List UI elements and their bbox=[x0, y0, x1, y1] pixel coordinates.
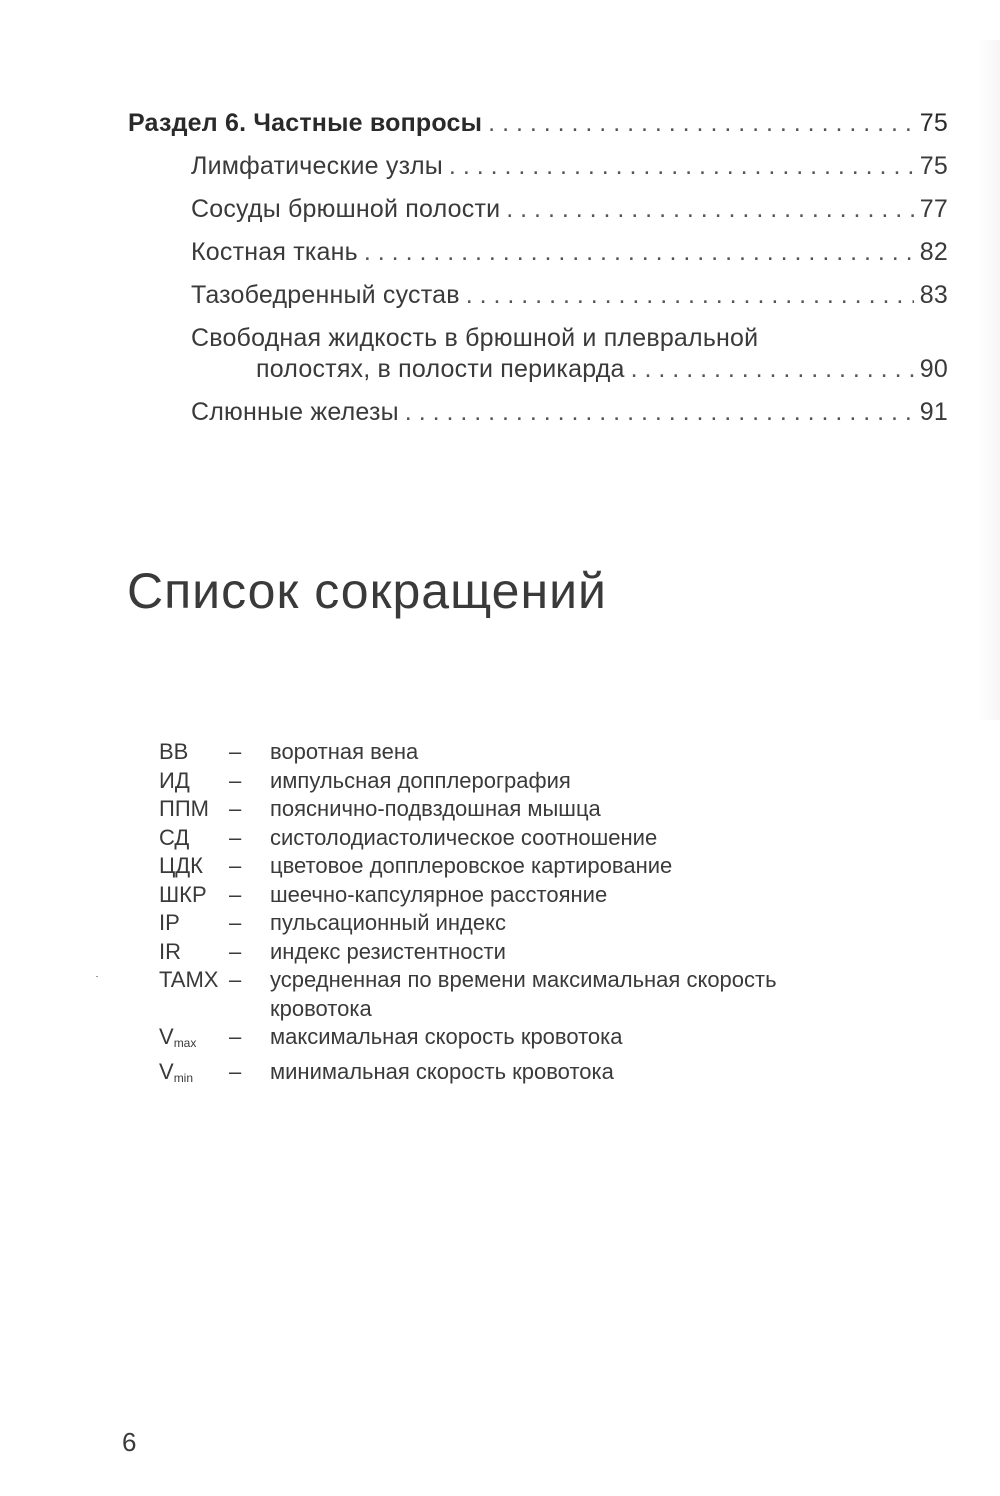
abbreviations-heading: Список сокращений bbox=[127, 563, 607, 619]
list-item bbox=[159, 852, 879, 881]
abbreviation-meaning: пульсационный индекс bbox=[270, 910, 506, 935]
dash: – bbox=[229, 967, 242, 992]
toc-entry-page: 82 bbox=[919, 238, 948, 266]
abbreviation-subscript: min bbox=[173, 1070, 194, 1085]
dash: – bbox=[229, 938, 242, 964]
toc-entry-page: 83 bbox=[919, 281, 948, 309]
abbreviation bbox=[159, 1023, 229, 1058]
abbreviation: ЦДК bbox=[159, 853, 203, 878]
toc-entry-hip-joint[interactable] bbox=[128, 280, 948, 311]
list-item bbox=[159, 1058, 879, 1093]
list-item bbox=[159, 966, 879, 1023]
toc-leader-dots bbox=[506, 194, 914, 225]
toc-entry-title-line1: Свободная жидкость в брюшной и плевральной bbox=[191, 324, 759, 352]
toc-entry-title: Лимфатические узлы bbox=[191, 152, 443, 180]
list-item bbox=[159, 824, 879, 853]
abbreviation-meaning: максимальная скорость кровотока bbox=[270, 1024, 623, 1049]
abbreviation bbox=[159, 1058, 229, 1093]
abbreviation-meaning-line1: усредненная по времени максимальная скорость bbox=[270, 967, 777, 992]
toc-entry-title: Тазобедренный сустав bbox=[191, 281, 460, 309]
abbreviation-meaning: шеечно-капсулярное расстояние bbox=[270, 881, 608, 907]
abbreviation-meaning-line2: кровотока bbox=[270, 995, 372, 1021]
toc-entry-free-fluid[interactable] bbox=[128, 323, 948, 385]
table-of-contents bbox=[128, 108, 948, 440]
abbreviation-meaning: импульсная допплерография bbox=[270, 767, 571, 793]
toc-entry-page: 90 bbox=[919, 355, 948, 383]
dash: – bbox=[229, 910, 242, 935]
toc-entry-title: Сосуды брюшной полости bbox=[191, 195, 501, 223]
dash: – bbox=[229, 1024, 242, 1049]
abbreviation: ППМ bbox=[159, 796, 209, 821]
toc-entry-title: Костная ткань bbox=[191, 238, 358, 266]
dash: – bbox=[229, 853, 242, 878]
list-item bbox=[159, 738, 879, 767]
abbreviation: IP bbox=[159, 910, 180, 935]
abbreviation-meaning: пояснично-подвздошная мышца bbox=[270, 796, 601, 821]
toc-entry-page: 91 bbox=[919, 398, 948, 426]
toc-entry-page: 77 bbox=[919, 195, 948, 223]
toc-leader-dots bbox=[488, 108, 914, 139]
toc-leader-dots bbox=[405, 397, 914, 428]
abbreviation: ВВ bbox=[159, 739, 189, 764]
list-item bbox=[159, 795, 879, 824]
abbreviation-meaning: систолодиастолическое соотношение bbox=[270, 824, 658, 850]
toc-section-page: 75 bbox=[919, 109, 948, 137]
toc-entry-page: 75 bbox=[919, 152, 948, 180]
toc-leader-dots bbox=[449, 151, 914, 182]
scan-edge-shadow bbox=[978, 40, 1000, 720]
abbreviation-subscript: max bbox=[173, 1036, 197, 1050]
dash: – bbox=[229, 824, 242, 850]
abbreviation-base: V bbox=[159, 1024, 174, 1049]
scan-speck bbox=[96, 976, 98, 977]
toc-section-6[interactable] bbox=[128, 108, 948, 139]
dash: – bbox=[229, 796, 242, 821]
dash: – bbox=[229, 767, 242, 793]
abbreviations-list bbox=[159, 738, 879, 1092]
toc-entry-bone-tissue[interactable] bbox=[128, 237, 948, 268]
list-item bbox=[159, 767, 879, 796]
list-item bbox=[159, 938, 879, 967]
abbreviation-meaning: цветовое допплеровское картирование bbox=[270, 853, 673, 878]
abbreviation: IR bbox=[159, 938, 181, 964]
toc-leader-dots bbox=[364, 237, 914, 268]
list-item bbox=[159, 881, 879, 910]
toc-entry-lymph-nodes[interactable] bbox=[128, 151, 948, 182]
dash: – bbox=[229, 1058, 242, 1084]
abbreviation: ИД bbox=[159, 767, 190, 793]
toc-section-title: Раздел 6. Частные вопросы bbox=[128, 109, 483, 137]
abbreviation-meaning bbox=[270, 966, 879, 1023]
abbreviation-base: V bbox=[159, 1058, 174, 1084]
dash: – bbox=[229, 881, 242, 907]
page-number: 6 bbox=[122, 1427, 137, 1457]
toc-entry-salivary-glands[interactable] bbox=[128, 397, 948, 428]
list-item bbox=[159, 1023, 879, 1058]
abbreviation-meaning: воротная вена bbox=[270, 739, 419, 764]
abbreviation: ШКР bbox=[159, 881, 207, 907]
toc-leader-dots bbox=[466, 280, 914, 311]
abbreviation-meaning: минимальная скорость кровотока bbox=[270, 1058, 614, 1084]
toc-entry-title: Слюнные железы bbox=[191, 398, 399, 426]
toc-leader-dots bbox=[631, 354, 914, 385]
dash: – bbox=[229, 739, 242, 764]
list-item bbox=[159, 909, 879, 938]
abbreviation: TAMX bbox=[159, 967, 219, 992]
toc-entry-abdominal-vessels[interactable] bbox=[128, 194, 948, 225]
abbreviation: СД bbox=[159, 824, 190, 850]
abbreviation-meaning: индекс резистентности bbox=[270, 938, 506, 964]
toc-entry-title-line2: полостях, в полости перикарда bbox=[256, 355, 625, 383]
